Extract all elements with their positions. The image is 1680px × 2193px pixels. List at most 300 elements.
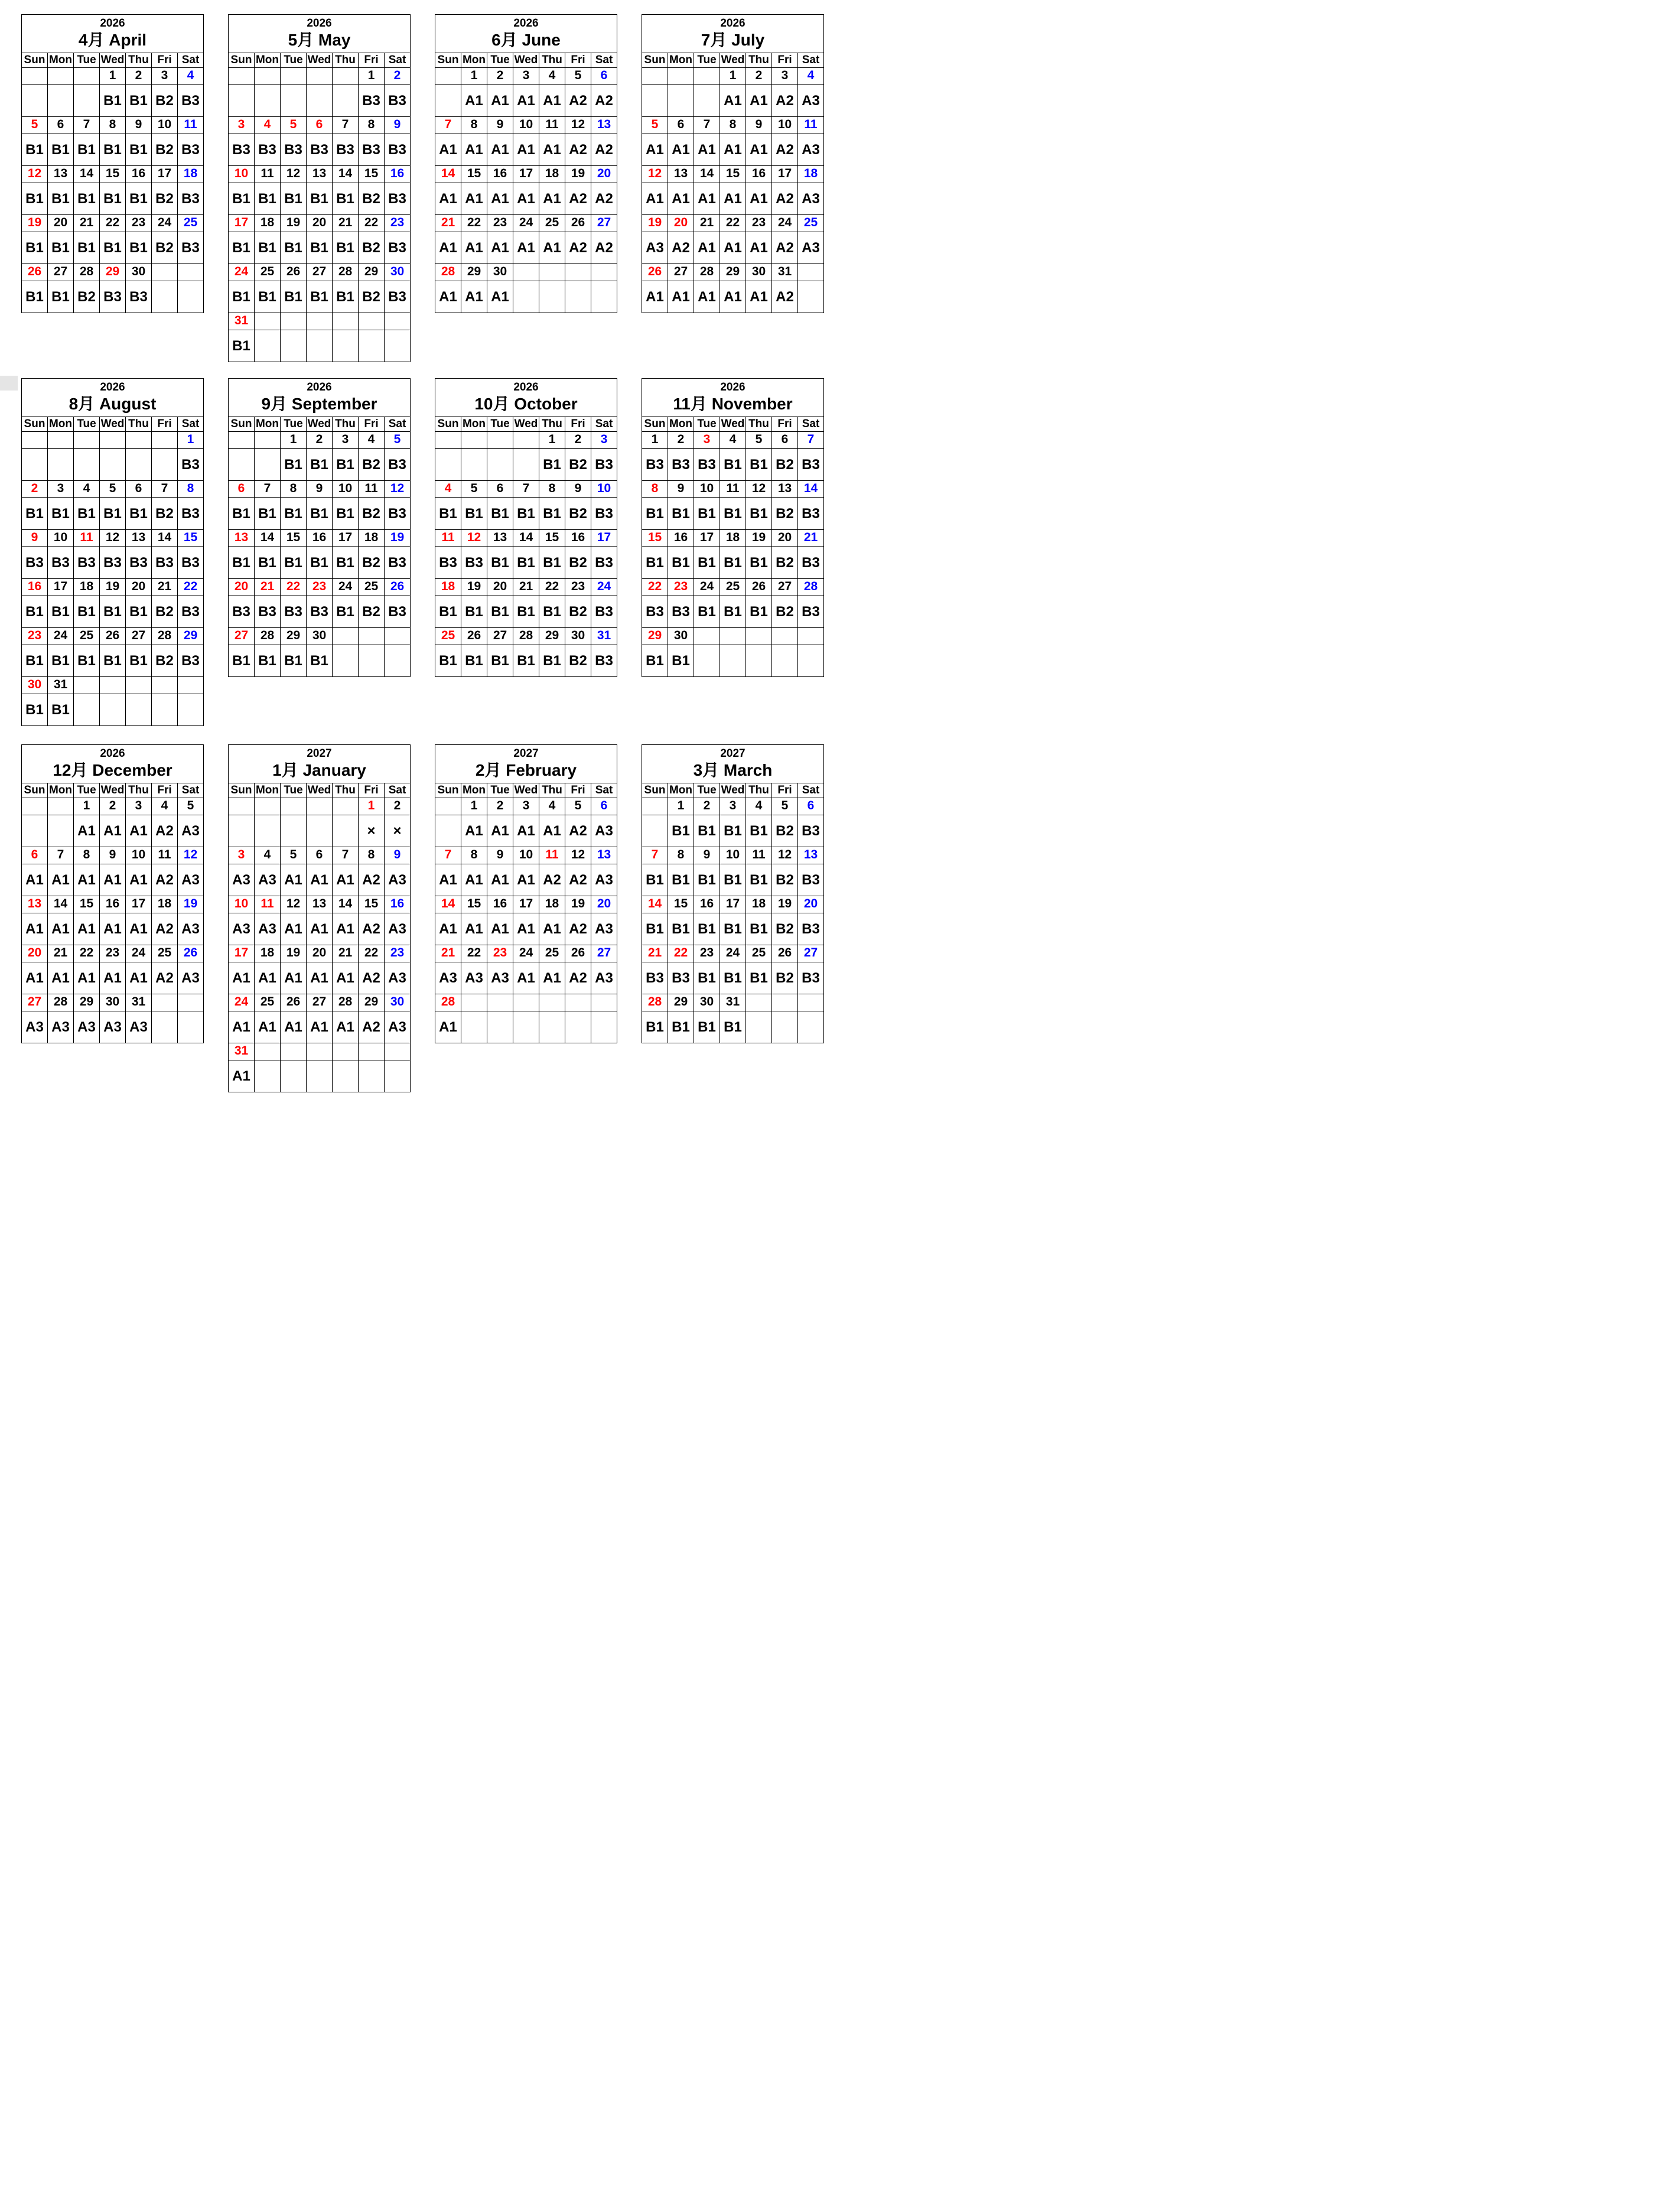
shift-cell: A1 xyxy=(281,1011,307,1043)
shift-cell xyxy=(152,449,178,481)
shift-cell: A1 xyxy=(642,134,668,166)
date-cell: 7 xyxy=(642,847,668,864)
date-cell: 5 xyxy=(100,481,126,498)
date-cell: 7 xyxy=(255,481,281,498)
shift-cell xyxy=(100,694,126,726)
shift-cell: B3 xyxy=(281,134,307,166)
weekday-header-wed: Wed xyxy=(513,417,539,432)
date-cell: 3 xyxy=(333,432,359,449)
shift-cell: B1 xyxy=(100,183,126,215)
date-cell: 2 xyxy=(487,68,513,85)
date-cell xyxy=(48,798,74,815)
weekday-header-tue: Tue xyxy=(487,53,513,68)
shift-cell: B1 xyxy=(642,645,668,677)
shift-cell xyxy=(281,815,307,847)
shift-cell: B1 xyxy=(333,498,359,530)
date-cell xyxy=(229,798,255,815)
date-cell: 27 xyxy=(772,579,798,596)
shift-cell: A1 xyxy=(539,183,565,215)
month-title-cell xyxy=(435,745,617,783)
month-label: 6月 June xyxy=(491,31,561,49)
date-cell: 3 xyxy=(591,432,617,449)
shift-cell: A1 xyxy=(126,962,152,994)
shift-cell: A1 xyxy=(487,815,513,847)
date-cell: 17 xyxy=(48,579,74,596)
shift-cell: A1 xyxy=(513,913,539,945)
shift-cell: B1 xyxy=(746,962,772,994)
date-cell: 18 xyxy=(435,579,461,596)
date-cell: 10 xyxy=(126,847,152,864)
weekday-header-fri: Fri xyxy=(565,783,591,798)
shift-cell: B1 xyxy=(22,134,48,166)
shift-cell: A1 xyxy=(48,962,74,994)
shift-cell: A1 xyxy=(487,183,513,215)
date-cell: 6 xyxy=(772,432,798,449)
weekday-header-tue: Tue xyxy=(74,783,100,798)
shift-cell: B1 xyxy=(126,134,152,166)
shift-cell: A3 xyxy=(385,913,411,945)
shift-cell: B1 xyxy=(720,449,746,481)
date-cell: 3 xyxy=(152,68,178,85)
date-cell: 21 xyxy=(48,945,74,962)
date-cell: 21 xyxy=(74,215,100,232)
weekday-header-wed: Wed xyxy=(720,783,746,798)
shift-cell: B2 xyxy=(565,547,591,579)
shift-cell: A1 xyxy=(461,815,487,847)
month-title-cell xyxy=(22,15,204,53)
date-cell: 13 xyxy=(229,530,255,547)
shift-cell: B1 xyxy=(281,281,307,313)
shift-cell: B3 xyxy=(385,281,411,313)
date-cell: 13 xyxy=(126,530,152,547)
date-cell: 16 xyxy=(126,166,152,183)
date-cell: 7 xyxy=(435,847,461,864)
date-cell: 20 xyxy=(307,945,333,962)
date-cell: 22 xyxy=(178,579,204,596)
date-cell: 8 xyxy=(539,481,565,498)
month-year: 2026 xyxy=(100,381,125,393)
date-cell xyxy=(746,628,772,645)
shift-cell: A2 xyxy=(152,864,178,896)
date-cell xyxy=(385,313,411,330)
shift-cell: A3 xyxy=(591,962,617,994)
shift-cell: B3 xyxy=(591,449,617,481)
shift-cell: B1 xyxy=(668,1011,694,1043)
shift-cell: B1 xyxy=(642,1011,668,1043)
month-year: 2026 xyxy=(100,17,125,30)
shift-cell: B1 xyxy=(720,962,746,994)
date-cell: 15 xyxy=(74,896,100,913)
shift-cell: × xyxy=(359,815,385,847)
shift-cell: A1 xyxy=(720,183,746,215)
shift-cell: B3 xyxy=(668,962,694,994)
date-cell: 4 xyxy=(539,798,565,815)
shift-cell: B2 xyxy=(359,449,385,481)
date-cell: 16 xyxy=(487,896,513,913)
date-cell: 2 xyxy=(746,68,772,85)
shift-cell: B3 xyxy=(178,645,204,677)
shift-cell: A3 xyxy=(255,864,281,896)
shift-cell xyxy=(435,449,461,481)
date-cell: 29 xyxy=(178,628,204,645)
shift-cell: A1 xyxy=(539,815,565,847)
shift-cell: B1 xyxy=(487,645,513,677)
date-cell xyxy=(152,677,178,694)
date-cell: 7 xyxy=(694,117,720,134)
shift-cell: A2 xyxy=(565,85,591,117)
shift-cell xyxy=(746,645,772,677)
shift-cell: B1 xyxy=(668,645,694,677)
date-cell xyxy=(74,68,100,85)
shift-cell: A1 xyxy=(539,962,565,994)
date-cell: 12 xyxy=(385,481,411,498)
date-cell: 8 xyxy=(359,847,385,864)
shift-cell: A3 xyxy=(22,1011,48,1043)
month-year: 2026 xyxy=(720,17,745,30)
date-cell: 14 xyxy=(333,166,359,183)
date-cell: 23 xyxy=(487,945,513,962)
shift-cell: B1 xyxy=(694,913,720,945)
date-cell: 31 xyxy=(772,264,798,281)
date-cell xyxy=(513,994,539,1011)
shift-cell: A1 xyxy=(487,85,513,117)
shift-cell: B1 xyxy=(333,232,359,264)
shift-cell: B1 xyxy=(539,645,565,677)
shift-cell: B1 xyxy=(126,85,152,117)
date-cell: 2 xyxy=(126,68,152,85)
shift-cell: B1 xyxy=(513,547,539,579)
shift-cell: B2 xyxy=(359,596,385,628)
weekday-header-mon: Mon xyxy=(48,783,74,798)
shift-cell: A1 xyxy=(255,1011,281,1043)
date-cell: 26 xyxy=(565,945,591,962)
date-cell: 21 xyxy=(333,215,359,232)
date-cell: 10 xyxy=(229,896,255,913)
date-cell: 26 xyxy=(385,579,411,596)
weekday-header-tue: Tue xyxy=(74,417,100,432)
date-cell: 28 xyxy=(798,579,824,596)
shift-cell: B3 xyxy=(307,134,333,166)
shift-cell: B1 xyxy=(694,815,720,847)
month-label: 11月 November xyxy=(673,395,793,413)
shift-cell: B1 xyxy=(746,449,772,481)
month-title-cell xyxy=(435,15,617,53)
weekday-header-thu: Thu xyxy=(746,417,772,432)
shift-cell: B1 xyxy=(720,1011,746,1043)
shift-cell xyxy=(487,1011,513,1043)
date-cell: 5 xyxy=(281,117,307,134)
date-cell: 25 xyxy=(178,215,204,232)
shift-cell: B1 xyxy=(229,232,255,264)
date-cell: 2 xyxy=(694,798,720,815)
shift-cell: A1 xyxy=(513,962,539,994)
date-cell: 14 xyxy=(435,166,461,183)
shift-cell: A1 xyxy=(100,913,126,945)
weekday-header-sat: Sat xyxy=(178,783,204,798)
date-cell: 27 xyxy=(22,994,48,1011)
shift-cell: A1 xyxy=(694,134,720,166)
shift-cell: B1 xyxy=(694,962,720,994)
shift-cell: B1 xyxy=(333,183,359,215)
shift-cell xyxy=(359,330,385,362)
shift-cell xyxy=(333,85,359,117)
shift-cell: B1 xyxy=(22,498,48,530)
shift-cell: A1 xyxy=(22,864,48,896)
shift-cell: B1 xyxy=(435,596,461,628)
date-cell: 14 xyxy=(798,481,824,498)
date-cell xyxy=(487,432,513,449)
shift-cell: A1 xyxy=(255,962,281,994)
date-cell: 1 xyxy=(668,798,694,815)
shift-cell xyxy=(333,815,359,847)
shift-cell: B1 xyxy=(668,547,694,579)
shift-cell: B3 xyxy=(385,498,411,530)
shift-cell: B1 xyxy=(642,547,668,579)
date-cell: 5 xyxy=(746,432,772,449)
date-cell xyxy=(487,994,513,1011)
shift-cell: B1 xyxy=(668,913,694,945)
weekday-header-fri: Fri xyxy=(152,417,178,432)
shift-cell: B1 xyxy=(48,645,74,677)
date-cell: 15 xyxy=(461,166,487,183)
shift-cell: B1 xyxy=(126,596,152,628)
date-cell: 21 xyxy=(152,579,178,596)
date-cell xyxy=(359,628,385,645)
date-cell: 6 xyxy=(591,68,617,85)
shift-cell: B1 xyxy=(307,449,333,481)
shift-cell: A3 xyxy=(178,864,204,896)
shift-cell: B3 xyxy=(642,449,668,481)
shift-cell: B3 xyxy=(385,85,411,117)
shift-cell: A3 xyxy=(255,913,281,945)
shift-cell: B1 xyxy=(720,498,746,530)
month-calendar-november-2026 xyxy=(642,378,824,677)
date-cell: 18 xyxy=(152,896,178,913)
shift-cell: A1 xyxy=(746,281,772,313)
date-cell: 25 xyxy=(435,628,461,645)
date-cell: 13 xyxy=(591,117,617,134)
shift-cell xyxy=(435,815,461,847)
weekday-header-wed: Wed xyxy=(100,53,126,68)
shift-cell: B3 xyxy=(48,547,74,579)
weekday-header-sun: Sun xyxy=(642,53,668,68)
date-cell: 19 xyxy=(565,896,591,913)
date-cell: 27 xyxy=(798,945,824,962)
date-cell: 13 xyxy=(22,896,48,913)
date-cell: 29 xyxy=(359,994,385,1011)
shift-cell: B1 xyxy=(746,913,772,945)
date-cell: 10 xyxy=(591,481,617,498)
shift-cell: A1 xyxy=(333,962,359,994)
shift-cell: B1 xyxy=(126,232,152,264)
shift-cell: B3 xyxy=(307,596,333,628)
date-cell: 10 xyxy=(48,530,74,547)
date-cell: 19 xyxy=(281,945,307,962)
shift-cell: B3 xyxy=(359,85,385,117)
shift-cell: A1 xyxy=(307,962,333,994)
date-cell: 25 xyxy=(74,628,100,645)
month-calendar-december-2026 xyxy=(21,744,204,1043)
date-cell: 21 xyxy=(798,530,824,547)
shift-cell: B1 xyxy=(22,694,48,726)
weekday-header-sat: Sat xyxy=(178,53,204,68)
shift-cell: A2 xyxy=(565,134,591,166)
date-cell xyxy=(255,68,281,85)
date-cell: 3 xyxy=(229,117,255,134)
date-cell xyxy=(359,313,385,330)
date-cell: 17 xyxy=(591,530,617,547)
month-label: 7月 July xyxy=(701,31,765,49)
shift-cell: B1 xyxy=(333,596,359,628)
shift-cell: B2 xyxy=(772,962,798,994)
shift-cell: B1 xyxy=(333,449,359,481)
weekday-header-mon: Mon xyxy=(255,53,281,68)
date-cell: 25 xyxy=(720,579,746,596)
shift-cell: B3 xyxy=(281,596,307,628)
shift-cell: A3 xyxy=(385,962,411,994)
shift-cell xyxy=(435,85,461,117)
date-cell: 28 xyxy=(333,994,359,1011)
date-cell: 27 xyxy=(229,628,255,645)
shift-cell: B3 xyxy=(385,183,411,215)
month-calendar-june-2026 xyxy=(435,14,617,313)
shift-cell: A1 xyxy=(435,864,461,896)
shift-cell: B2 xyxy=(152,498,178,530)
date-cell: 21 xyxy=(333,945,359,962)
date-cell: 11 xyxy=(255,896,281,913)
shift-cell xyxy=(307,815,333,847)
date-cell: 6 xyxy=(48,117,74,134)
month-year: 2026 xyxy=(720,381,745,393)
weekday-header-sun: Sun xyxy=(642,783,668,798)
weekday-header-sat: Sat xyxy=(798,417,824,432)
shift-cell xyxy=(22,449,48,481)
shift-cell: B3 xyxy=(100,547,126,579)
shift-cell xyxy=(74,449,100,481)
date-cell xyxy=(333,68,359,85)
shift-cell xyxy=(461,449,487,481)
shift-cell xyxy=(798,645,824,677)
shift-cell: B1 xyxy=(461,498,487,530)
date-cell: 24 xyxy=(152,215,178,232)
shift-cell: A1 xyxy=(307,864,333,896)
date-cell xyxy=(333,628,359,645)
shift-cell: A1 xyxy=(720,134,746,166)
date-cell: 9 xyxy=(22,530,48,547)
shift-cell: B1 xyxy=(720,596,746,628)
date-cell: 10 xyxy=(720,847,746,864)
date-cell: 11 xyxy=(255,166,281,183)
month-title-cell xyxy=(642,15,824,53)
month-title-cell xyxy=(435,379,617,417)
month-year: 2026 xyxy=(513,381,539,393)
date-cell: 26 xyxy=(22,264,48,281)
weekday-header-tue: Tue xyxy=(74,53,100,68)
shift-cell: A1 xyxy=(461,183,487,215)
shift-cell: B3 xyxy=(152,547,178,579)
date-cell xyxy=(798,264,824,281)
weekday-header-sun: Sun xyxy=(22,783,48,798)
shift-cell: A1 xyxy=(694,281,720,313)
shift-cell: A1 xyxy=(513,134,539,166)
date-cell: 28 xyxy=(333,264,359,281)
shift-cell: × xyxy=(385,815,411,847)
shift-cell: B2 xyxy=(152,85,178,117)
date-cell xyxy=(461,432,487,449)
weekday-header-sun: Sun xyxy=(229,783,255,798)
date-cell: 13 xyxy=(591,847,617,864)
shift-cell xyxy=(48,85,74,117)
shift-cell: B1 xyxy=(746,596,772,628)
date-cell: 19 xyxy=(100,579,126,596)
date-cell: 13 xyxy=(668,166,694,183)
shift-cell: A1 xyxy=(74,962,100,994)
weekday-header-mon: Mon xyxy=(461,417,487,432)
date-cell: 6 xyxy=(229,481,255,498)
date-cell: 21 xyxy=(435,215,461,232)
date-cell xyxy=(513,264,539,281)
date-cell: 5 xyxy=(385,432,411,449)
shift-cell: A2 xyxy=(565,962,591,994)
shift-cell: B2 xyxy=(359,547,385,579)
month-label: 4月 April xyxy=(78,31,147,49)
shift-cell: A1 xyxy=(74,864,100,896)
date-cell xyxy=(307,798,333,815)
date-cell: 1 xyxy=(461,68,487,85)
date-cell xyxy=(333,313,359,330)
date-cell: 25 xyxy=(255,264,281,281)
date-cell: 7 xyxy=(48,847,74,864)
month-year: 2026 xyxy=(307,381,332,393)
shift-cell: B1 xyxy=(513,645,539,677)
shift-cell: B2 xyxy=(772,449,798,481)
date-cell: 8 xyxy=(720,117,746,134)
weekday-header-sun: Sun xyxy=(642,417,668,432)
date-cell: 22 xyxy=(539,579,565,596)
weekday-header-tue: Tue xyxy=(281,783,307,798)
date-cell: 6 xyxy=(307,117,333,134)
shift-cell: A2 xyxy=(359,913,385,945)
weekday-header-fri: Fri xyxy=(359,783,385,798)
date-cell: 25 xyxy=(255,994,281,1011)
date-cell: 29 xyxy=(720,264,746,281)
date-cell: 31 xyxy=(591,628,617,645)
date-cell: 12 xyxy=(178,847,204,864)
date-cell: 12 xyxy=(772,847,798,864)
shift-cell: B3 xyxy=(385,232,411,264)
date-cell: 12 xyxy=(22,166,48,183)
shift-cell xyxy=(642,815,668,847)
date-cell: 31 xyxy=(48,677,74,694)
date-cell xyxy=(772,628,798,645)
shift-cell: B3 xyxy=(178,498,204,530)
date-cell: 23 xyxy=(746,215,772,232)
shift-cell: B1 xyxy=(642,498,668,530)
date-cell xyxy=(281,313,307,330)
date-cell: 5 xyxy=(642,117,668,134)
shift-cell: B1 xyxy=(642,913,668,945)
shift-cell xyxy=(694,645,720,677)
month-label: 9月 September xyxy=(261,395,377,413)
date-cell: 18 xyxy=(539,166,565,183)
date-cell: 1 xyxy=(539,432,565,449)
shift-cell xyxy=(281,330,307,362)
shift-cell: B1 xyxy=(48,183,74,215)
shift-cell xyxy=(539,1011,565,1043)
date-cell: 18 xyxy=(720,530,746,547)
date-cell: 2 xyxy=(668,432,694,449)
shift-cell: A3 xyxy=(798,183,824,215)
